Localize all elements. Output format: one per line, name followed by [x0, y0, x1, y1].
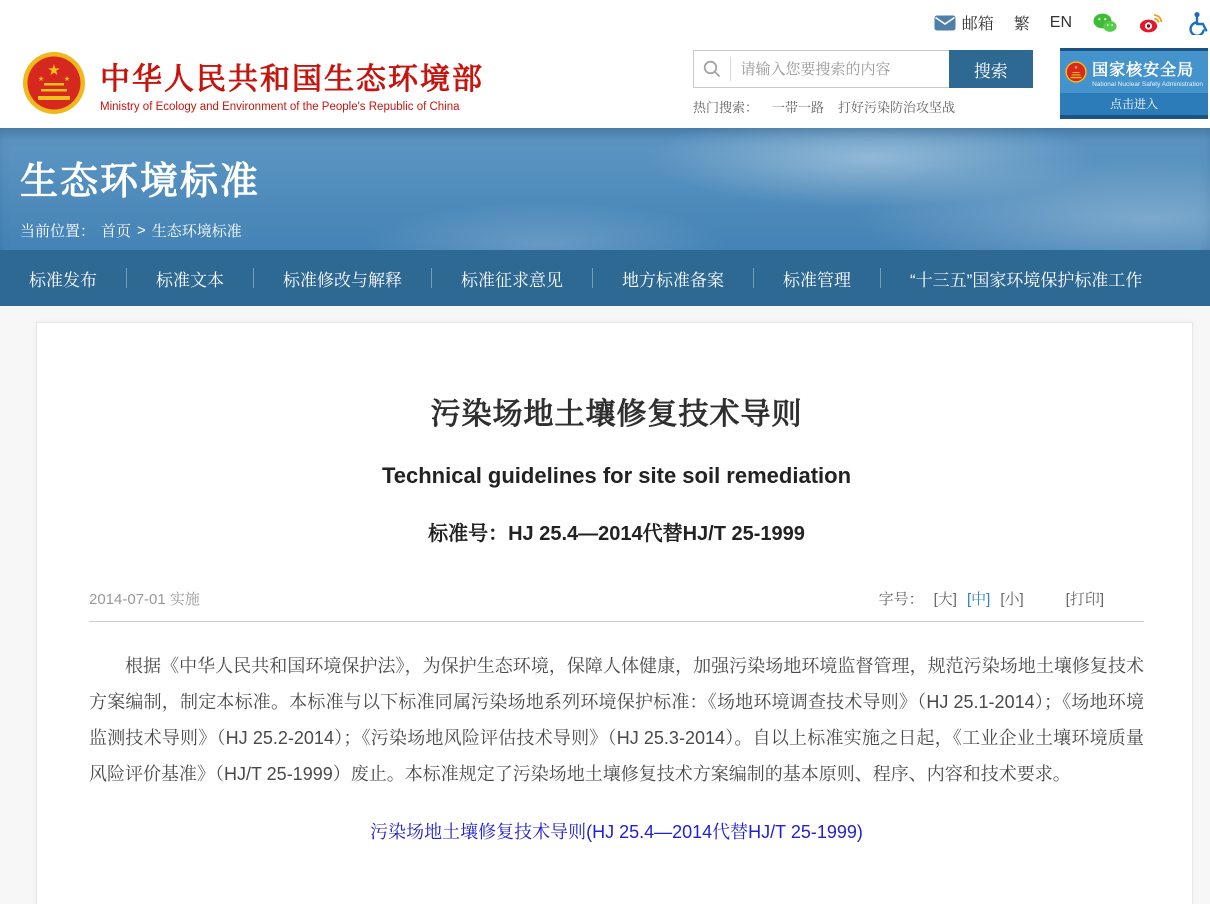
brand-text — [100, 54, 484, 113]
nnsa-title: 国家核安全局 — [1092, 61, 1195, 79]
article-standard-number: 标准号：HJ 25.4—2014代替HJ/T 25-1999 — [428, 523, 805, 545]
site-subtitle: Ministry of Ecology and Environment of the People's Republic of China — [100, 100, 460, 113]
svg-text:★: ★ — [47, 62, 61, 79]
attachment-row — [89, 818, 1144, 844]
mail-icon — [934, 15, 956, 31]
nav-item-standard-text[interactable]: 标准文本 — [156, 270, 224, 290]
topbar-links — [934, 11, 1210, 35]
nav-item-standard-comments[interactable]: 标准征求意见 — [461, 270, 563, 290]
topbar — [0, 0, 1210, 45]
spacer — [1034, 588, 1056, 609]
national-emblem-icon — [1065, 55, 1087, 89]
search-icon — [694, 57, 731, 81]
hot-search-link-pollution-battle[interactable]: 打好污染防治攻坚战 — [838, 100, 956, 115]
mail-label: 邮箱 — [961, 16, 994, 33]
nav-item-local-standard-filing[interactable]: 地方标准备案 — [622, 270, 724, 290]
hot-search-label: 热门搜索： — [693, 100, 759, 115]
search-area — [693, 50, 1033, 116]
article-meta — [89, 588, 1144, 609]
site-header — [0, 45, 1210, 128]
nav-item-standard-management[interactable]: 标准管理 — [783, 270, 851, 290]
fontsize-medium-button[interactable]: [中] — [966, 591, 991, 608]
content-background — [0, 306, 1210, 904]
implementation-date: 2014-07-01 实施 — [89, 591, 200, 608]
hot-search-link-belt-road[interactable]: 一带一路 — [772, 100, 825, 115]
attachment-link[interactable]: 污染场地土壤修复技术导则(HJ 25.4—2014代替HJ/T 25-1999) — [370, 822, 863, 842]
traditional-chinese-link[interactable]: 繁 — [1013, 16, 1030, 33]
nnsa-badge[interactable] — [1060, 48, 1208, 119]
fontsize-small-button[interactable]: [小] — [1000, 591, 1024, 608]
breadcrumb — [20, 220, 1210, 241]
search-button[interactable]: 搜索 — [949, 50, 1033, 88]
nav-item-standard-release[interactable]: 标准发布 — [29, 270, 97, 290]
banner — [0, 128, 1210, 250]
wechat-icon — [1092, 11, 1118, 35]
article-body: 根据《中华人民共和国环境保护法》，为保护生态环境，保障人体健康，加强污染场地环境监督管理，规范污染场地土壤修复技术方案编制，制定本标准。本标准与以下标准同属污染场地系列环境保护标准：《场地环境调查技术导则》（HJ 25.1-2014）；《场地环境监测技术导则》（HJ 25.2-2014）；《污染场地风险评估技术导则》（HJ 25.3-2014）。自以上标准实施之日起，《工业企业土壤环境质量风险评价基准》（HJ/T 25-1999）废止。本标准规定了污染场地土壤修复技术方案编制的基本原则、程序、内容和技术要求。 — [89, 656, 1144, 784]
breadcrumb-separator: > — [137, 222, 146, 239]
nav-item-standard-revision[interactable]: 标准修改与解释 — [283, 270, 402, 290]
breadcrumb-current-link[interactable]: 生态环境标准 — [151, 223, 242, 240]
hot-search-row — [693, 97, 1033, 116]
mail-link[interactable] — [934, 11, 994, 34]
article-title: 污染场地土壤修复技术导则 — [430, 398, 803, 431]
fontsize-controls — [879, 588, 1104, 609]
nav-item-13th-five-year-plan[interactable]: “十三五”国家环境保护标准工作 — [910, 270, 1143, 290]
accessibility-icon — [1184, 11, 1208, 35]
weibo-link[interactable] — [1138, 11, 1164, 35]
print-button[interactable]: [打印] — [1065, 591, 1104, 608]
breadcrumb-home-link[interactable]: 首页 — [101, 223, 132, 240]
nnsa-text — [1092, 57, 1203, 88]
article-subtitle-en: Technical guidelines for site soil remediation — [381, 463, 852, 488]
svg-text:★: ★ — [37, 76, 45, 83]
site-title: 中华人民共和国生态环境部 — [100, 62, 484, 96]
accessibility-link[interactable] — [1184, 11, 1208, 35]
nnsa-enter-button[interactable]: 点击进入 — [1060, 93, 1208, 115]
page-title: 生态环境标准 — [20, 161, 261, 203]
fontsize-label: 字号： — [878, 591, 924, 608]
brand — [22, 51, 484, 115]
english-link[interactable]: EN — [1049, 13, 1072, 31]
meta-divider — [89, 621, 1144, 622]
nnsa-main — [1060, 51, 1208, 93]
main-nav — [0, 250, 1210, 306]
article-card — [36, 322, 1193, 904]
weibo-icon — [1138, 11, 1164, 35]
wechat-link[interactable] — [1092, 11, 1118, 35]
svg-text:★: ★ — [63, 76, 71, 83]
svg-text:★: ★ — [1073, 65, 1079, 72]
search-input[interactable] — [731, 61, 950, 78]
fontsize-large-button[interactable]: [大] — [933, 591, 957, 608]
nnsa-subtitle: National Nuclear Safety Administration — [1092, 80, 1203, 88]
national-emblem-logo — [22, 51, 86, 115]
search-box — [693, 50, 1033, 88]
breadcrumb-label: 当前位置： — [20, 223, 96, 240]
